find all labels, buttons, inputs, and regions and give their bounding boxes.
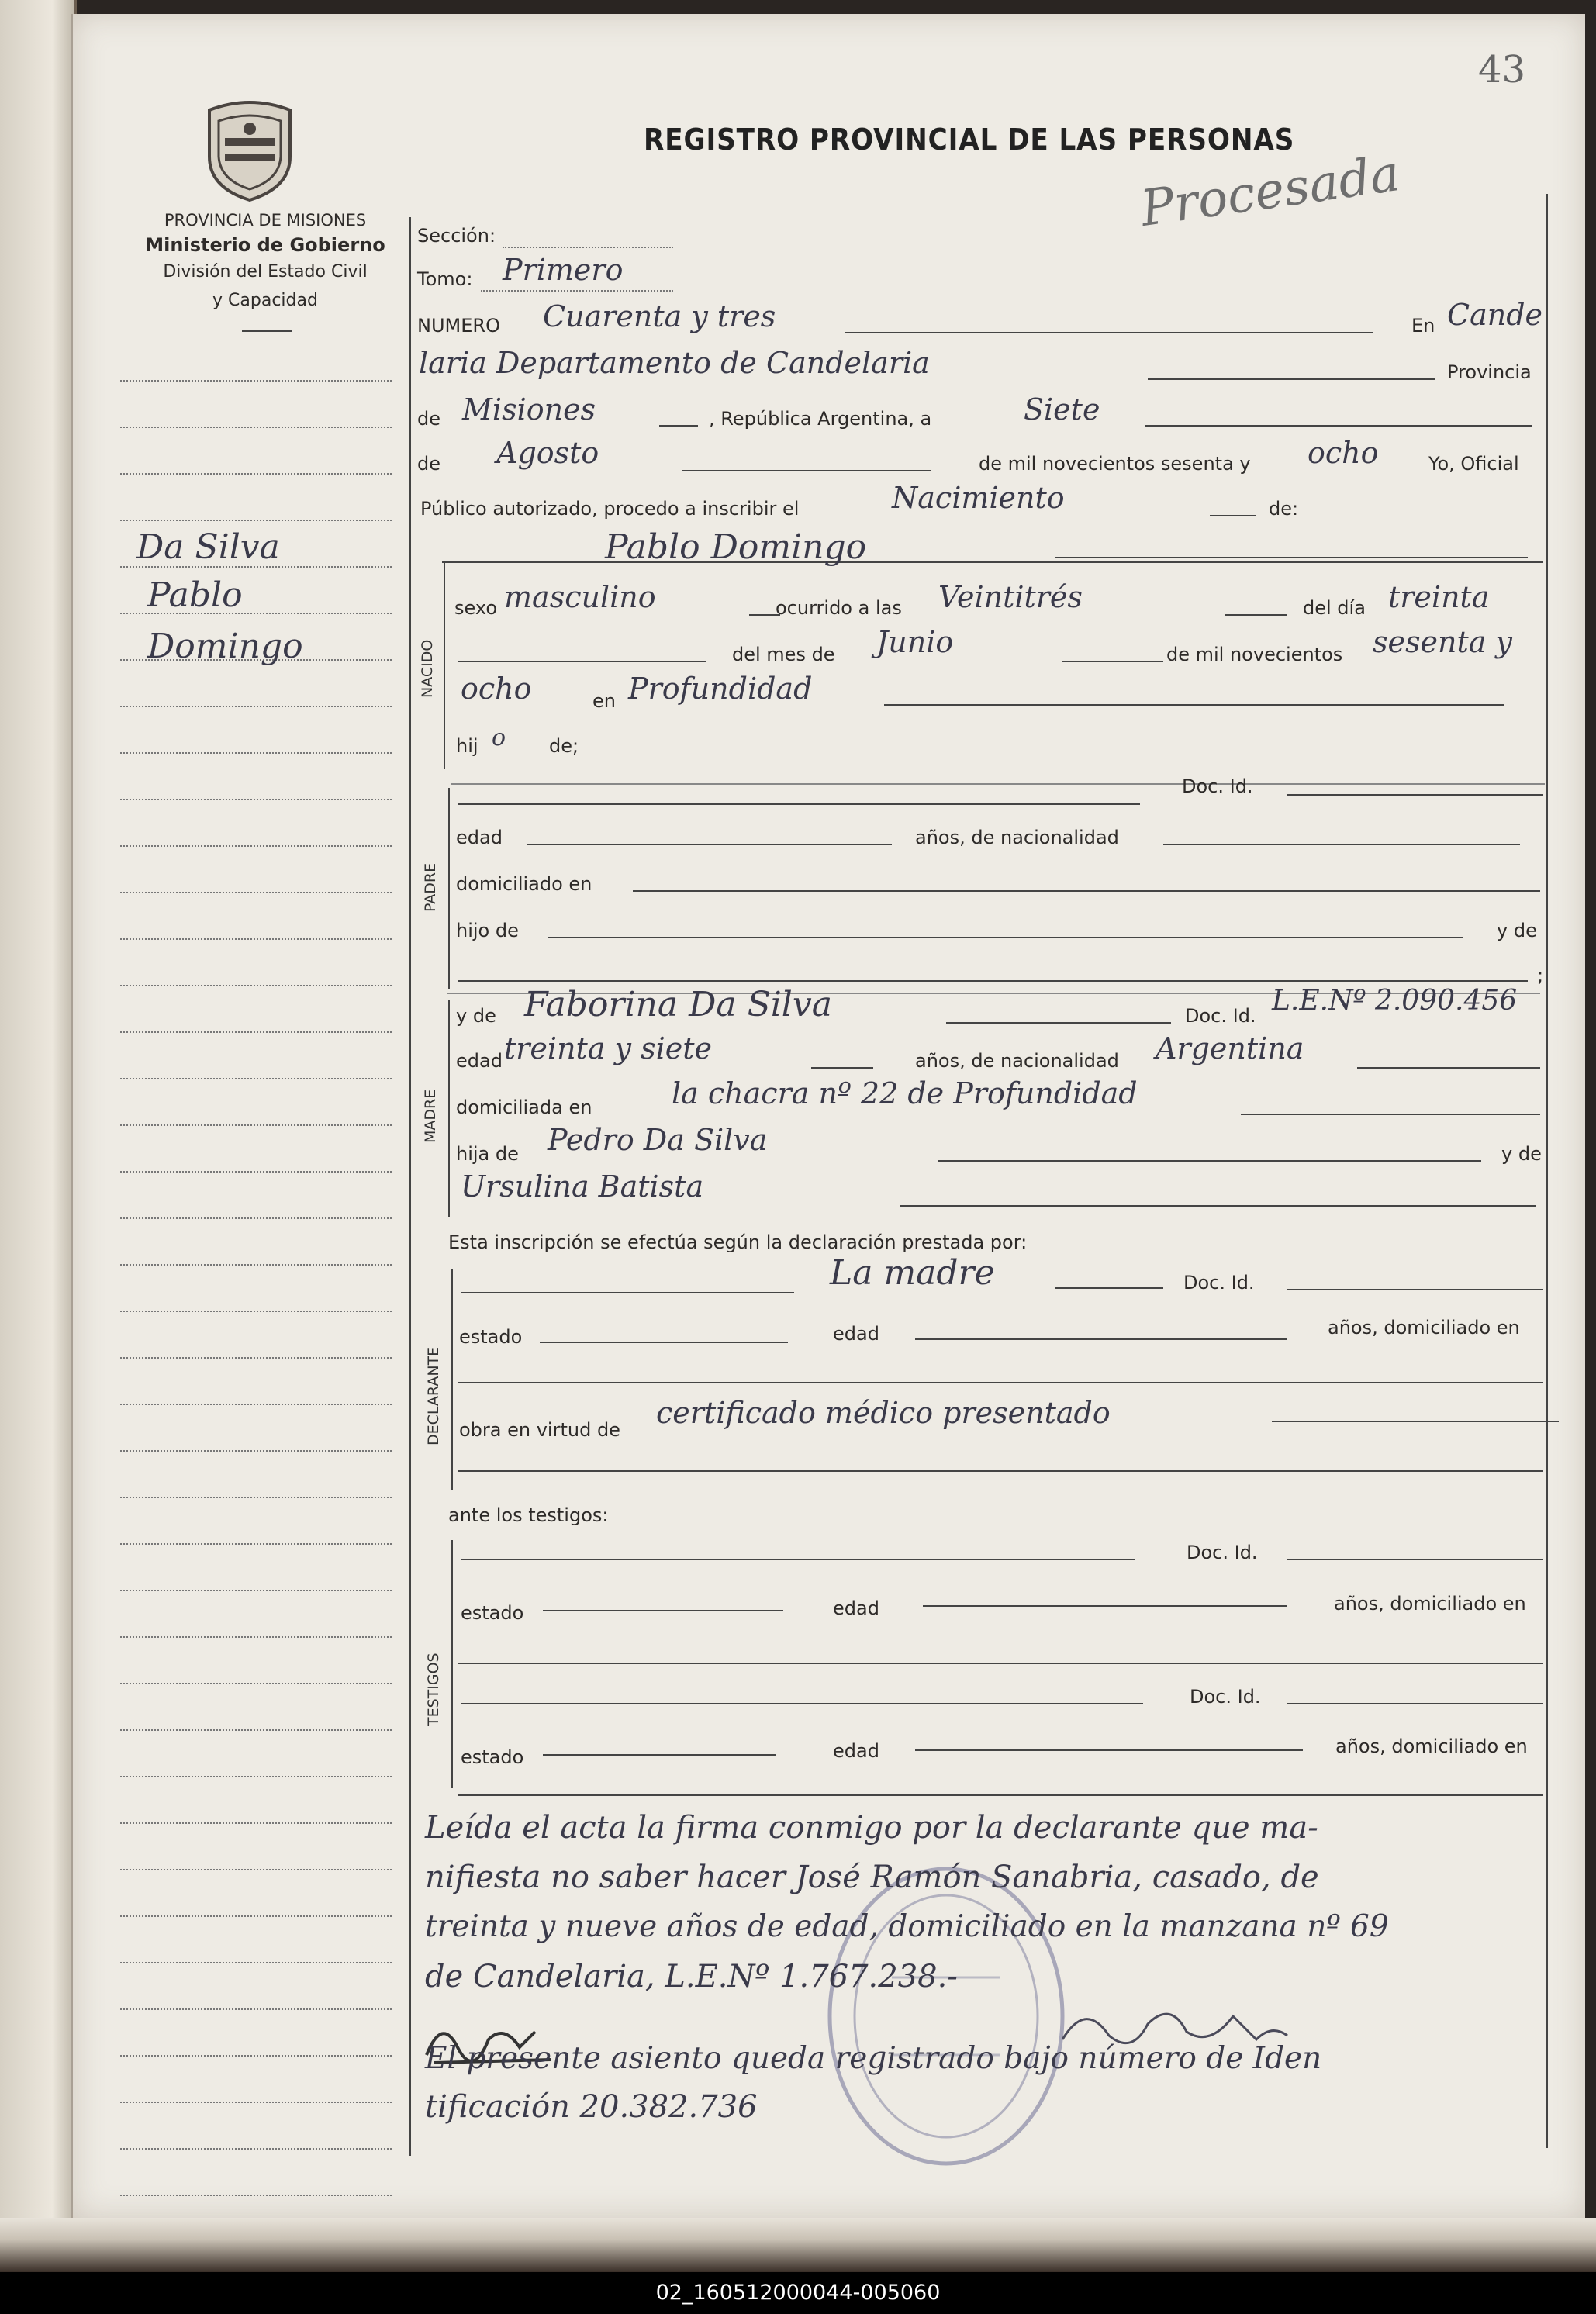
- padre-nacionalidad-label: años, de nacionalidad: [915, 827, 1119, 848]
- margin-note-row: [120, 1404, 392, 1405]
- page-number: 43: [1478, 48, 1526, 92]
- numero-field-rule: [845, 332, 1373, 333]
- mother-name-rule: [946, 1022, 1171, 1024]
- mother-age-value: treinta y siete: [504, 1031, 713, 1065]
- mother-address-rule: [1241, 1114, 1540, 1115]
- madre-docid-label: Doc. Id.: [1185, 1005, 1256, 1027]
- margin-note-row: [120, 1357, 392, 1359]
- hij-label: hij: [456, 735, 478, 757]
- sex-value: masculino: [504, 580, 656, 614]
- margin-note-second-name: Domingo: [147, 627, 303, 666]
- maternal-grandfather-rule: [938, 1160, 1481, 1162]
- margin-note-row: [120, 473, 392, 475]
- margin-note-row: [120, 427, 392, 428]
- margin-note-row: [120, 1822, 392, 1824]
- de-label: de: [417, 408, 440, 430]
- testigos-section-label: TESTIGOS: [425, 1653, 442, 1726]
- padre-name-rule: [458, 803, 1140, 805]
- institution-line-4: y Capacidad: [212, 291, 318, 310]
- padre-yde-rule: [458, 980, 1528, 982]
- testigo1-estado-rule: [543, 1610, 783, 1611]
- mother-address-value: la chacra nº 22 de Profundidad: [672, 1076, 1138, 1110]
- declarante-docid-label: Doc. Id.: [1183, 1272, 1255, 1293]
- registro-line-1: El presente asiento queda registrado bajo número de Iden: [425, 2041, 1322, 2076]
- locality-field-rule: [1148, 378, 1435, 380]
- mother-nationality-value: Argentina: [1156, 1031, 1304, 1065]
- madre-left-rule: [448, 1000, 450, 1217]
- margin-note-row: [120, 1264, 392, 1266]
- testigo1-estado-label: estado: [461, 1602, 524, 1624]
- margin-note-row: [120, 2008, 392, 2010]
- padre-domicilio-label: domiciliado en: [456, 873, 592, 895]
- nacido-left-rule: [444, 561, 445, 769]
- margin-note-row: [120, 1450, 392, 1452]
- maternal-grandfather-value: Pedro Da Silva: [548, 1123, 768, 1157]
- padre-semicolon: ;: [1537, 965, 1544, 986]
- en-place-label: en: [592, 690, 616, 712]
- testigo2-edad-rule: [915, 1749, 1303, 1751]
- maternal-grandmother-rule: [900, 1205, 1536, 1207]
- birth-place-value: Profundidad: [628, 672, 813, 706]
- margin-note-row: [120, 938, 392, 940]
- institution-line-3: División del Estado Civil: [163, 262, 368, 281]
- declarante-left-rule: [451, 1269, 453, 1490]
- de2-label: de: [417, 453, 440, 475]
- testigo1-anios-label: años, domiciliado en: [1334, 1593, 1526, 1615]
- right-margin-rule: [1546, 194, 1548, 2148]
- birth-place-rule: [884, 704, 1504, 706]
- numero-value: Cuarenta y tres: [543, 299, 776, 333]
- day-field-rule: [1145, 425, 1532, 427]
- child-name-value: Pablo Domingo: [605, 527, 867, 567]
- testigo1-docid-label: Doc. Id.: [1187, 1542, 1258, 1563]
- closing-line-1: Leída el acta la firma conmigo por la declarante que ma-: [425, 1810, 1318, 1846]
- closing-line-4: de Candelaria, L.E.Nº 1.767.238.-: [425, 1959, 958, 1995]
- declarante-anios-label: años, domiciliado en: [1328, 1317, 1520, 1338]
- margin-note-row: [120, 1124, 392, 1126]
- testigos-intro: ante los testigos:: [448, 1504, 609, 1526]
- margin-note-row: [120, 1217, 392, 1219]
- testigo1-docid-rule: [1287, 1559, 1543, 1560]
- birth-day-value: treinta: [1388, 580, 1490, 614]
- padre-yde-label: y de: [1497, 920, 1537, 941]
- madre-yde-label: y de: [456, 1005, 496, 1027]
- book-bottom-edge: [0, 2218, 1596, 2272]
- previous-page-edge: [0, 0, 77, 2218]
- tomo-field: [481, 290, 673, 292]
- closing-line-2: nifiesta no saber hacer José Ramón Sanabria, casado, de: [425, 1860, 1319, 1895]
- testigo2-anios-label: años, domiciliado en: [1335, 1736, 1528, 1757]
- margin-note-row: [120, 1543, 392, 1545]
- mil-novecientos-label: de mil novecientos: [1166, 644, 1343, 665]
- main-divider-rule: [409, 217, 411, 2156]
- birth-year-cont-value: ocho: [461, 672, 532, 706]
- registry-seal: [822, 1861, 1070, 2171]
- provincial-crest-icon: [202, 95, 298, 203]
- hij-value: o: [492, 724, 506, 751]
- margin-note-row: [120, 520, 392, 521]
- del-mes-label: del mes de: [732, 644, 835, 665]
- tomo-label: Tomo:: [417, 268, 473, 290]
- padre-docid-label: Doc. Id.: [1182, 775, 1253, 797]
- margin-note-row: [120, 752, 392, 754]
- declarant-rule: [1055, 1287, 1163, 1289]
- margin-note-row: [120, 2102, 392, 2103]
- madre-section-label: MADRE: [422, 1089, 439, 1143]
- yo-label: Yo, Oficial: [1428, 453, 1519, 475]
- en-label: En: [1411, 315, 1435, 337]
- declarante-name-lead-rule: [461, 1292, 794, 1293]
- margin-note-row: [120, 2195, 392, 2196]
- act-type-value: Nacimiento: [892, 481, 1065, 515]
- declarante-domicilio-rule: [458, 1382, 1543, 1383]
- testigo1-edad-rule: [923, 1605, 1287, 1607]
- padre-top-rule: [451, 783, 1545, 785]
- institution-line-1: PROVINCIA DE MISIONES: [164, 211, 367, 230]
- padre-domicilio-rule: [633, 890, 1540, 892]
- province-field-rule: [659, 425, 698, 427]
- del-dia-label: del día: [1303, 597, 1366, 619]
- obra-second-rule: [458, 1470, 1543, 1472]
- birth-year-value: sesenta y: [1373, 625, 1512, 659]
- declarante-section-label: DECLARANTE: [425, 1346, 442, 1445]
- margin-note-row: [120, 706, 392, 707]
- obra-rule: [1272, 1421, 1559, 1422]
- padre-docid-rule: [1287, 794, 1543, 796]
- year-value: ocho: [1308, 436, 1379, 470]
- margin-note-row: [120, 985, 392, 986]
- margin-note-row: [120, 1311, 392, 1312]
- testigo2-estado-rule: [543, 1754, 776, 1756]
- mother-age-rule: [811, 1067, 873, 1069]
- image-id-caption: 02_160512000044-005060: [0, 2272, 1596, 2314]
- province-value: Misiones: [462, 392, 596, 427]
- margin-note-row: [120, 1590, 392, 1591]
- header-rule: [242, 330, 292, 332]
- ocurrido-label: ocurrido a las: [776, 597, 902, 619]
- margin-note-row: [120, 2148, 392, 2150]
- obra-label: obra en virtud de: [459, 1419, 620, 1441]
- margin-note-row: [120, 1962, 392, 1963]
- obra-value: certificado médico presentado: [656, 1396, 1111, 1430]
- madre-domicilio-label: domiciliada en: [456, 1097, 592, 1118]
- tomo-value: Primero: [503, 253, 624, 287]
- hij-de-label: de;: [549, 735, 579, 757]
- birth-month-rule: [1062, 661, 1163, 662]
- margin-note-row: [120, 1776, 392, 1777]
- margin-note-row: [120, 1031, 392, 1033]
- republica-label: , República Argentina, a: [709, 408, 932, 430]
- act-type-rule: [1210, 515, 1256, 516]
- declarante-docid-rule: [1287, 1289, 1543, 1290]
- margin-note-row: [120, 1869, 392, 1870]
- padre-nacionalidad-rule: [1163, 844, 1520, 845]
- declarante-intro: Esta inscripción se efectúa según la declaración prestada por:: [448, 1231, 1028, 1253]
- declarante-edad-label: edad: [833, 1323, 879, 1345]
- margin-note-row: [120, 2055, 392, 2057]
- margin-note-row: [120, 1497, 392, 1498]
- margin-note-row: [120, 380, 392, 382]
- padre-hijo-rule: [548, 937, 1463, 938]
- day-value: Siete: [1024, 392, 1100, 427]
- testigo2-docid-rule: [1287, 1703, 1543, 1704]
- institution-line-2: Ministerio de Gobierno: [145, 234, 385, 256]
- testigo2-name-rule: [461, 1703, 1143, 1704]
- mother-name-value: Faborina Da Silva: [524, 985, 832, 1024]
- margin-note-row: [120, 1729, 392, 1731]
- hour-rule: [1225, 614, 1287, 616]
- seccion-label: Sección:: [417, 225, 496, 247]
- margin-note-row: [120, 1078, 392, 1079]
- closing-line-3: treinta y nueve años de edad, domiciliado en la manzana nº 69: [425, 1909, 1389, 1944]
- testigo2-domicilio-rule: [458, 1794, 1543, 1796]
- sexo-label: sexo: [454, 597, 497, 619]
- month-field-rule: [682, 470, 931, 471]
- de3-label: de:: [1269, 498, 1299, 520]
- processed-stamp: Procesada: [1137, 144, 1404, 239]
- padre-section-label: PADRE: [422, 862, 439, 912]
- publico-label: Público autorizado, procedo a inscribir el: [420, 498, 800, 520]
- declarante-estado-label: estado: [459, 1326, 523, 1348]
- padre-edad-label: edad: [456, 827, 503, 848]
- margin-note-row: [120, 892, 392, 893]
- margin-note-row: [120, 1683, 392, 1684]
- padre-edad-rule: [527, 844, 892, 845]
- madre-yde2-label: y de: [1501, 1143, 1542, 1165]
- madre-nacionalidad-label: años, de nacionalidad: [915, 1050, 1119, 1072]
- declarante-estado-rule: [540, 1342, 788, 1343]
- mil-label: de mil novecientos sesenta y: [979, 453, 1251, 475]
- birth-month-value: Junio: [876, 625, 954, 659]
- testigos-left-rule: [451, 1540, 453, 1788]
- madre-edad-label: edad: [456, 1050, 503, 1072]
- margin-note-surname: Da Silva: [136, 527, 280, 567]
- mother-nationality-rule: [1357, 1067, 1540, 1069]
- locality-value: laria Departamento de Candelaria: [419, 346, 930, 380]
- maternal-grandmother-value: Ursulina Batista: [461, 1169, 704, 1204]
- testigo1-name-rule: [461, 1559, 1135, 1560]
- margin-note-first-name: Pablo: [147, 575, 243, 615]
- testigo1-domicilio-rule: [458, 1663, 1543, 1664]
- margin-note-row: [120, 799, 392, 800]
- provincia-label: Provincia: [1447, 361, 1532, 383]
- margin-note-row: [120, 1171, 392, 1173]
- page-title: REGISTRO PROVINCIAL DE LAS PERSONAS: [644, 123, 1295, 157]
- testigo1-edad-label: edad: [833, 1597, 879, 1619]
- month-value: Agosto: [496, 436, 599, 470]
- margin-note-row: [120, 1915, 392, 1917]
- declarante-edad-rule: [915, 1338, 1287, 1340]
- numero-label: NUMERO: [417, 315, 500, 337]
- mother-docid-value: L.E.Nº 2.090.456: [1272, 985, 1518, 1017]
- margin-note-row: [120, 1636, 392, 1638]
- padre-hijo-label: hijo de: [456, 920, 519, 941]
- registro-line-2: tificación 20.382.736: [425, 2089, 758, 2125]
- del-mes-lead-rule: [458, 661, 706, 662]
- declarant-value: La madre: [830, 1253, 995, 1293]
- margin-note-row: [120, 845, 392, 847]
- hour-value: Veintitrés: [938, 580, 1083, 614]
- padre-left-rule: [448, 788, 450, 989]
- en-value: Cande: [1447, 298, 1543, 332]
- madre-hija-label: hija de: [456, 1143, 519, 1165]
- seccion-field: [503, 247, 673, 248]
- testigo2-edad-label: edad: [833, 1740, 879, 1762]
- testigo2-estado-label: estado: [461, 1746, 524, 1768]
- testigo2-docid-label: Doc. Id.: [1190, 1686, 1261, 1708]
- nacido-section-label: NACIDO: [419, 639, 436, 698]
- child-name-rule: [1055, 557, 1528, 558]
